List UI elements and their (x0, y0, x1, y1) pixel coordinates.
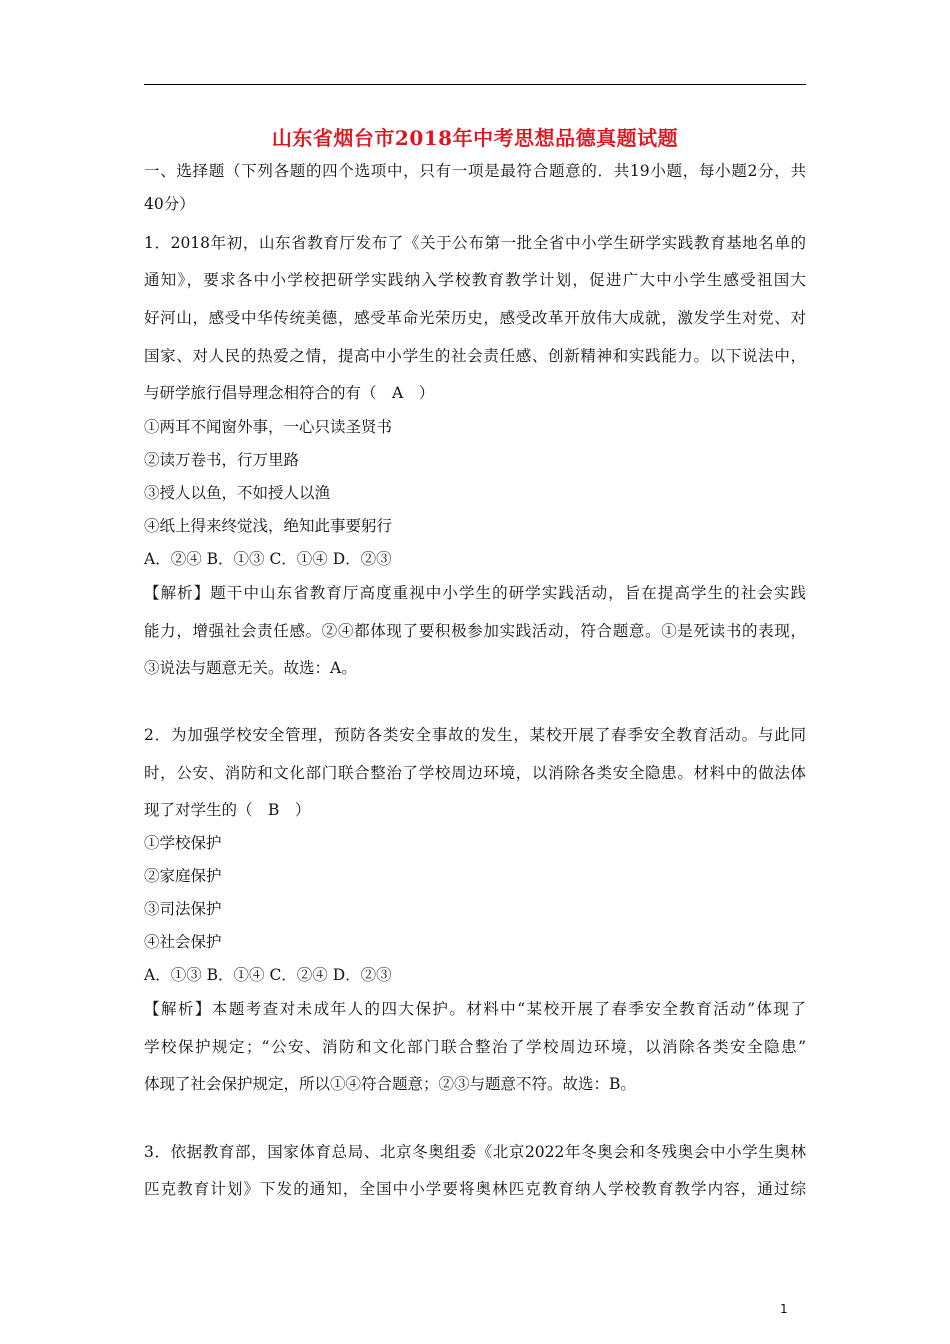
option-item: ④社会保护 (144, 933, 222, 951)
question-stem-line: 2．为加强学校安全管理，预防各类安全事故的发生，某校开展了春季安全教育活动。与此同 (144, 726, 806, 744)
page-title: 山东省烟台市2018年中考思想品德真题试题 (271, 126, 679, 150)
option-item: ①两耳不闻窗外事，一心只读圣贤书 (144, 418, 393, 436)
option-item: ④纸上得来终觉浅，绝知此事要躬行 (144, 517, 393, 535)
question-stem-line: 通知》，要求各中小学校把研学实践纳入学校教育教学计划，促进广大中小学生感受祖国大 (144, 271, 806, 289)
question-stem-line: 3．依据教育部，国家体育总局、北京冬奥组委《北京2022年冬奥会和冬残奥会中小学生奥林 (144, 1143, 806, 1161)
question-stem-line: 好河山，感受中华传统美德，感受革命光荣历史，感受改革开放伟大成就，激发学生对党、对 (144, 309, 806, 327)
analysis-line: 学校保护规定；“公安、消防和文化部门联合整治了学校周边环境，以消除各类安全隐患” (144, 1038, 806, 1056)
option-item: ②家庭保护 (144, 867, 222, 885)
section-heading-line: 一、选择题（下列各题的四个选项中，只有一项是最符合题意的．共19小题，每小题2分，共 (144, 162, 806, 180)
analysis-line: 【解析】题干中山东省教育厅高度重视中小学生的研学实践活动，旨在提高学生的社会实践 (144, 584, 806, 602)
question-stem-line: 匹克教育计划》下发的通知，全国中小学要将奥林匹克教育纳人学校教育教学内容，通过综 (144, 1180, 806, 1198)
option-item: ③司法保护 (144, 900, 222, 918)
question-stem-line: 时，公安、消防和文化部门联合整治了学校周边环境，以消除各类安全隐患。材料中的做法体 (144, 764, 806, 782)
analysis-line: ③说法与题意无关。故选：A。 (144, 659, 357, 677)
option-item: ①学校保护 (144, 834, 222, 852)
answer-choices: A．①③ B．①④ C．②④ D．②③ (144, 966, 392, 984)
section-heading-line: 40分） (144, 195, 195, 213)
analysis-line: 【解析】本题考查对未成年人的四大保护。材料中“某校开展了春季安全教育活动”体现了 (144, 1000, 806, 1018)
page-number: 1 (780, 1302, 788, 1316)
question-stem-line: 国家、对人民的热爱之情，提高中小学生的社会责任感、创新精神和实践能力。以下说法中， (144, 347, 806, 365)
header-rule (144, 84, 806, 85)
analysis-line: 体现了社会保护规定，所以①④符合题意；②③与题意不符。故选：B。 (144, 1075, 636, 1093)
option-item: ③授人以鱼，不如授人以渔 (144, 484, 331, 502)
analysis-line: 能力，增强社会责任感。②④都体现了要积极参加实践活动，符合题意。①是死读书的表现， (144, 622, 806, 640)
option-item: ②读万卷书，行万里路 (144, 451, 300, 469)
question-stem-line: 现了对学生的（ B ） (144, 801, 311, 819)
question-stem-line: 1．2018年初，山东省教育厅发布了《关于公布第一批全省中小学生研学实践教育基地名单的 (144, 234, 806, 252)
answer-choices: A．②④ B．①③ C．①④ D．②③ (144, 550, 392, 568)
question-stem-line: 与研学旅行倡导理念相符合的有（ A ） (144, 384, 435, 402)
